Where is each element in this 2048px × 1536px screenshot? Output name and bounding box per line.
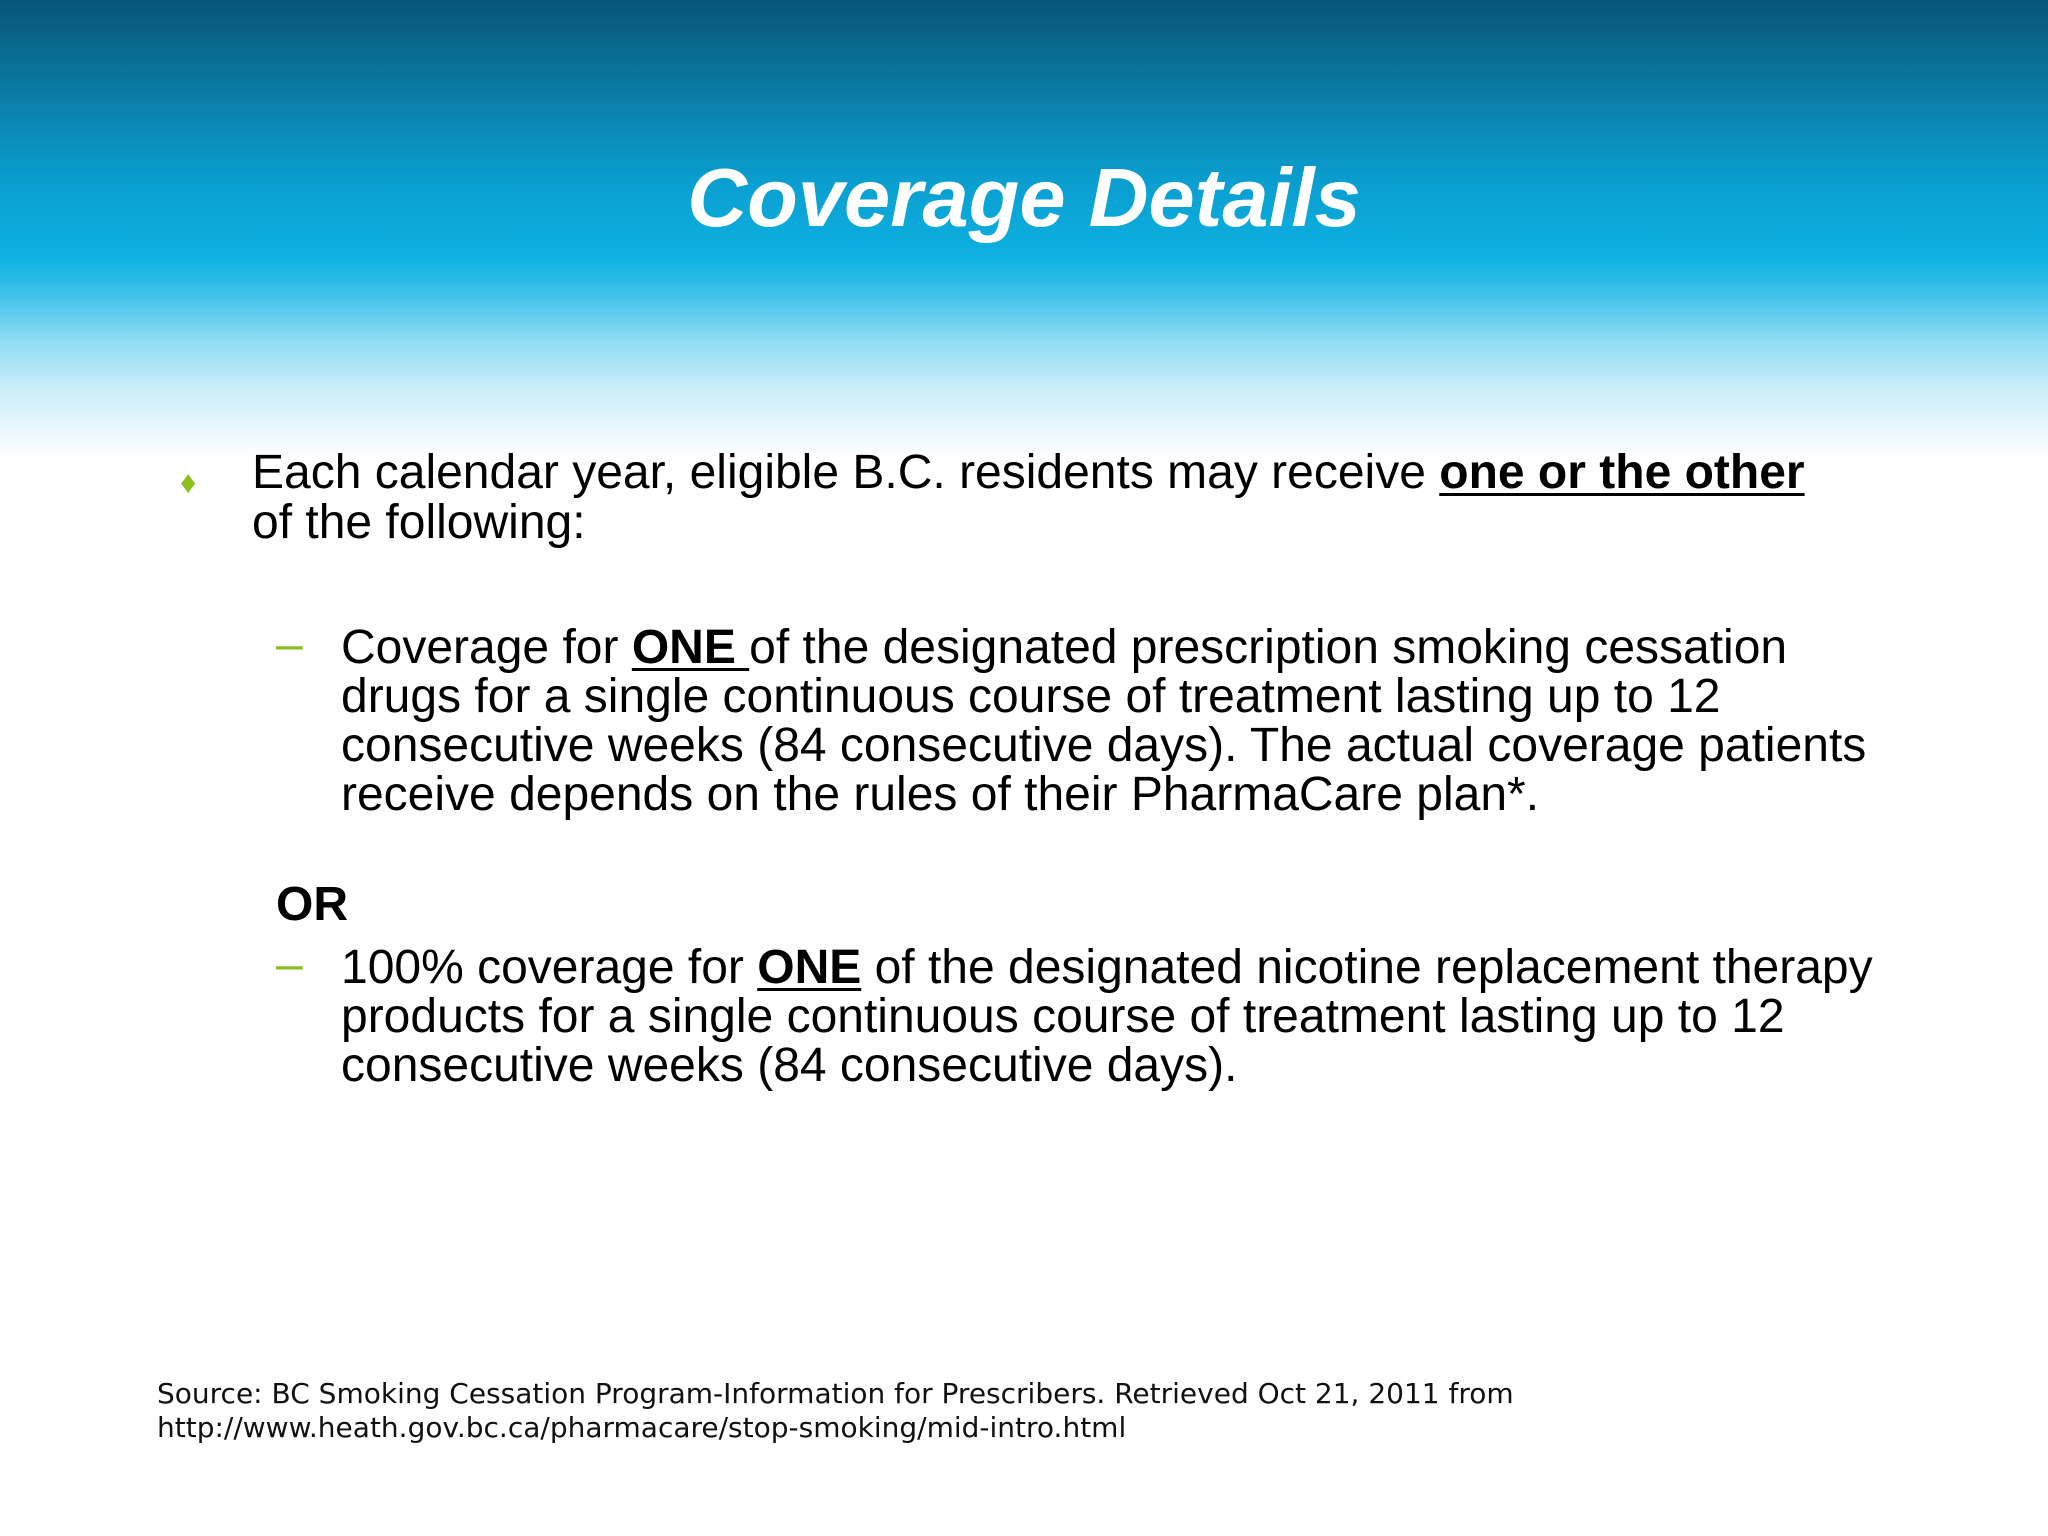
dash-bullet-icon: –: [276, 618, 303, 671]
option-2-emphasis: ONE: [757, 941, 862, 994]
main-bullet-text-before: Each calendar year, eligible B.C. residents may receive: [252, 446, 1440, 499]
main-bullet-text: [252, 448, 1852, 548]
main-bullet-text-after: of the following:: [252, 496, 586, 549]
option-1-emphasis: ONE: [631, 621, 750, 674]
option-1-text-before: Coverage for: [341, 621, 632, 674]
option-2-text-before: 100% coverage for: [341, 941, 758, 994]
diamond-bullet-icon: ♦: [180, 464, 197, 500]
main-bullet-emphasis: one or the other: [1439, 446, 1805, 499]
option-1-text: [341, 623, 1901, 819]
source-line-1: Source: BC Smoking Cessation Program-Information for Prescribers. Retrieved Oct 21, 2011 from: [157, 1377, 1514, 1410]
or-label: OR: [276, 878, 348, 931]
option-2-text: [341, 943, 1901, 1090]
option-2-text-after: of the designated nicotine replacement therapy products for a single continuous course of treatment lasting up to 12 consecutive weeks (84 consecutive days).: [341, 941, 1873, 1092]
source-citation: [157, 1377, 1857, 1445]
slide-title: Coverage Details: [687, 151, 1361, 244]
option-1-text-after: of the designated prescription smoking cessation drugs for a single continuous course of treatment lasting up to 12 consecutive weeks (84 consecutive days). The actual coverage patients receive depends on the rules of their PharmaCare plan*.: [341, 621, 1867, 821]
source-url: http://www.heath.gov.bc.ca/pharmacare/stop-smoking/mid-intro.html: [157, 1411, 1127, 1444]
dash-bullet-icon: –: [276, 938, 303, 991]
